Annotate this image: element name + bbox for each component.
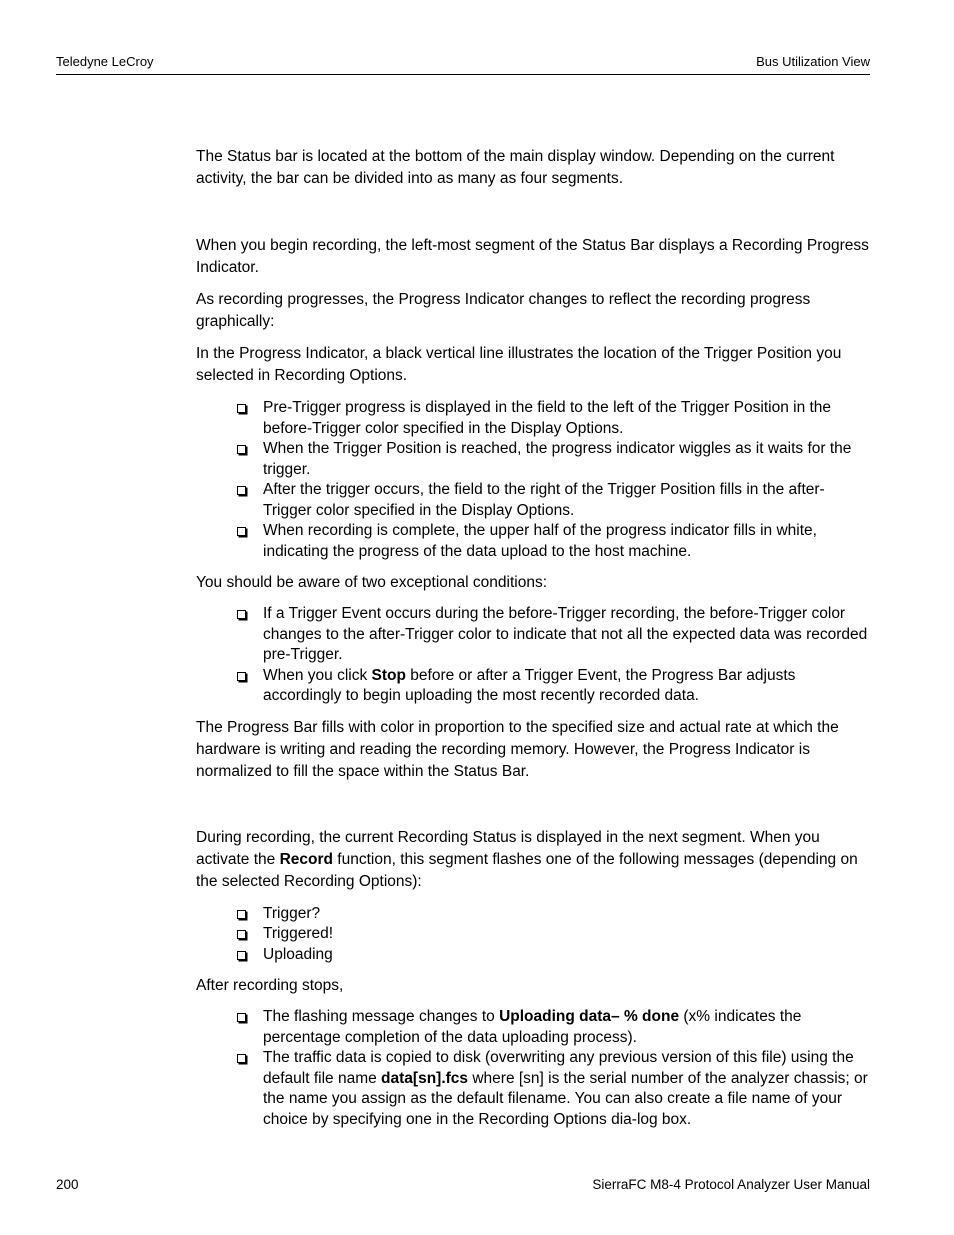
list-item: Pre-Trigger progress is displayed in the field to the left of the Trigger Position in the before-Trigger color specified in the Display Options.: [263, 398, 872, 439]
after-recording-bullet-list: [196, 1007, 872, 1130]
checkbox-bullet-icon: [237, 1054, 246, 1063]
header-company: Teledyne LeCroy: [56, 54, 154, 69]
list-item: Uploading: [263, 945, 872, 966]
list-item: The flashing message changes to Uploading data– % done (x% indicates the percentage completion of the data uploading process).: [263, 1007, 872, 1048]
checkbox-bullet-icon: [237, 1013, 246, 1022]
page-body: [196, 146, 872, 1130]
checkbox-bullet-icon: [237, 930, 246, 939]
after-recording-paragraph: After recording stops,: [196, 977, 344, 994]
list-item: If a Trigger Event occurs during the before-Trigger recording, the before-Trigger color changes to the after-Trigger color to indicate that not all the expected data was recorded pre-Trigger.: [263, 604, 872, 666]
header-section-title: Bus Utilization View: [756, 54, 870, 69]
list-item: When recording is complete, the upper half of the progress indicator fills in white, indicating the progress of the data upload to the host machine.: [263, 521, 872, 562]
list-item: Triggered!: [263, 924, 872, 945]
status-bar-intro: The Status bar is located at the bottom of the main display window. Depending on the current activity, the bar can be divided into as many as four segments.: [196, 148, 835, 187]
page-header: [56, 52, 870, 75]
checkbox-bullet-icon: [237, 610, 246, 619]
checkbox-bullet-icon: [237, 910, 246, 919]
checkbox-bullet-icon: [237, 672, 246, 681]
checkbox-bullet-icon: [237, 445, 246, 454]
manual-title: SierraFC M8-4 Protocol Analyzer User Manual: [592, 1177, 870, 1192]
progress-changes-paragraph: As recording progresses, the Progress Indicator changes to reflect the recording progress graphically:: [196, 291, 811, 330]
list-item: When the Trigger Position is reached, the progress indicator wiggles as it waits for the trigger.: [263, 439, 872, 480]
trigger-line-paragraph: In the Progress Indicator, a black vertical line illustrates the location of the Trigger Position you selected in Recording Options.: [196, 345, 842, 384]
list-item: The traffic data is copied to disk (overwriting any previous version of this file) using the default file name data[sn].fcs where [sn] is the serial number of the analyzer chassis; or the name you assign as the default filename. You can also create a file name of your choice by specifying one in the Recording Options dia-log box.: [263, 1048, 872, 1130]
checkbox-bullet-icon: [237, 951, 246, 960]
conditions-bullet-list: [196, 604, 872, 707]
status-messages-list: [196, 904, 872, 966]
progress-bullet-list: [196, 398, 872, 562]
list-item: Trigger?: [263, 904, 872, 925]
checkbox-bullet-icon: [237, 404, 246, 413]
exceptional-conditions-paragraph: You should be aware of two exceptional conditions:: [196, 574, 547, 591]
checkbox-bullet-icon: [237, 527, 246, 536]
progress-bar-fill-paragraph: The Progress Bar fills with color in proportion to the specified size and actual rate at which the hardware is writing and reading the recording memory. However, the Progress Indicator is normalized to fill the space within the Status Bar.: [196, 718, 839, 780]
checkbox-bullet-icon: [237, 486, 246, 495]
recording-status-paragraph: During recording, the current Recording Status is displayed in the next segment. When you activate the Record function, this segment flashes one of the following messages (depending on the selected Recording Options):: [196, 828, 858, 890]
list-item: When you click Stop before or after a Trigger Event, the Progress Bar adjusts accordingly to begin uploading the most recently recorded data.: [263, 666, 872, 707]
page-number: 200: [56, 1177, 79, 1192]
recording-progress-intro: When you begin recording, the left-most segment of the Status Bar displays a Recording Progress Indicator.: [196, 237, 869, 276]
list-item: After the trigger occurs, the field to the right of the Trigger Position fills in the after-Trigger color specified in the Display Options.: [263, 480, 872, 521]
